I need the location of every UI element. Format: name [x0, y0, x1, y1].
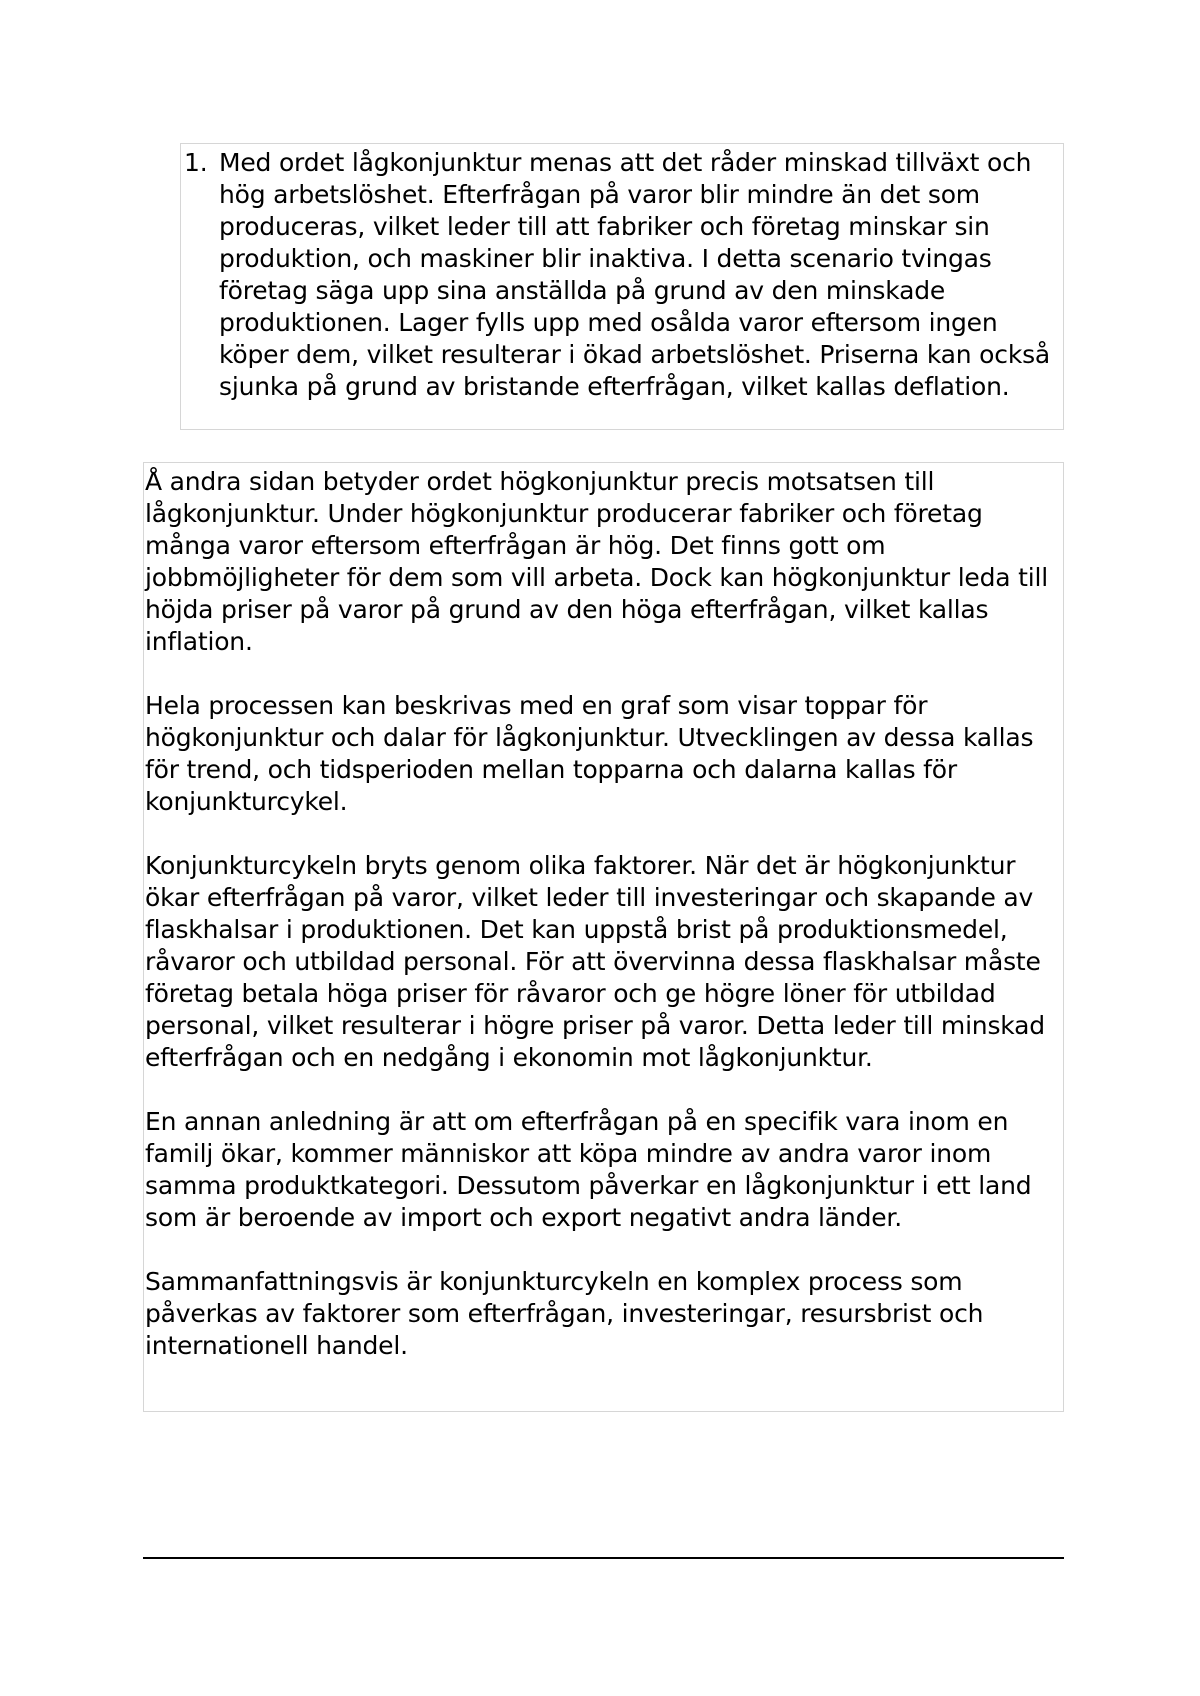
footer-divider	[143, 1557, 1064, 1559]
paragraph-trend: Hela processen kan beskrivas med en graf som visar toppar för högkonjunktur och dalar för lågkonjunktur. Utvecklingen av dessa kallas för trend, och tidsperioden mellan topparna och dalarna kallas för konjunkturcykel.	[145, 691, 1034, 816]
body-text-block	[143, 462, 1064, 1412]
list-item-number: 1.	[184, 148, 208, 177]
list-item-text: Med ordet lågkonjunktur menas att det råder minskad tillväxt och hög arbetslöshet. Efterfrågan på varor blir mindre än det som produceras, vilket leder till att fabriker och företag minskar sin produktion, och maskiner blir inaktiva. I detta scenario tvingas företag säga upp sina anställda på grund av den minskade produktionen. Lager fylls upp med osålda varor eftersom ingen köper dem, vilket resulterar i ökad arbetslöshet. Priserna kan också sjunka på grund av bristande efterfrågan, vilket kallas deflation.	[219, 148, 1051, 401]
paragraph-sammanfattning: Sammanfattningsvis är konjunkturcykeln en komplex process som påverkas av faktorer som efterfrågan, investeringar, resursbrist och internationell handel.	[145, 1267, 984, 1360]
numbered-list	[180, 143, 1064, 430]
paragraph-hogkonjunktur: Å andra sidan betyder ordet högkonjunktur precis motsatsen till lågkonjunktur. Under högkonjunktur producerar fabriker och företag många varor eftersom efterfrågan är hög. Det finns gott om jobbmöjligheter för dem som vill arbeta. Dock kan högkonjunktur leda till höjda priser på varor på grund av den höga efterfrågan, vilket kallas inflation.	[145, 467, 1048, 656]
paragraph-annan-anledning: En annan anledning är att om efterfrågan på en specifik vara inom en familj ökar, kommer människor att köpa mindre av andra varor inom samma produktkategori. Dessutom påverkar en lågkonjunktur i ett land som är beroende av import och export negativt andra länder.	[145, 1107, 1032, 1232]
paragraph-faktorer: Konjunkturcykeln bryts genom olika faktorer. När det är högkonjunktur ökar efterfrågan på varor, vilket leder till investeringar och skapande av flaskhalsar i produktionen. Det kan uppstå brist på produktionsmedel, råvaror och utbildad personal. För att övervinna dessa flaskhalsar måste företag betala höga priser för råvaror och ge högre löner för utbildad personal, vilket resulterar i högre priser på varor. Detta leder till minskad efterfrågan och en nedgång i ekonomin mot lågkonjunktur.	[145, 851, 1045, 1072]
